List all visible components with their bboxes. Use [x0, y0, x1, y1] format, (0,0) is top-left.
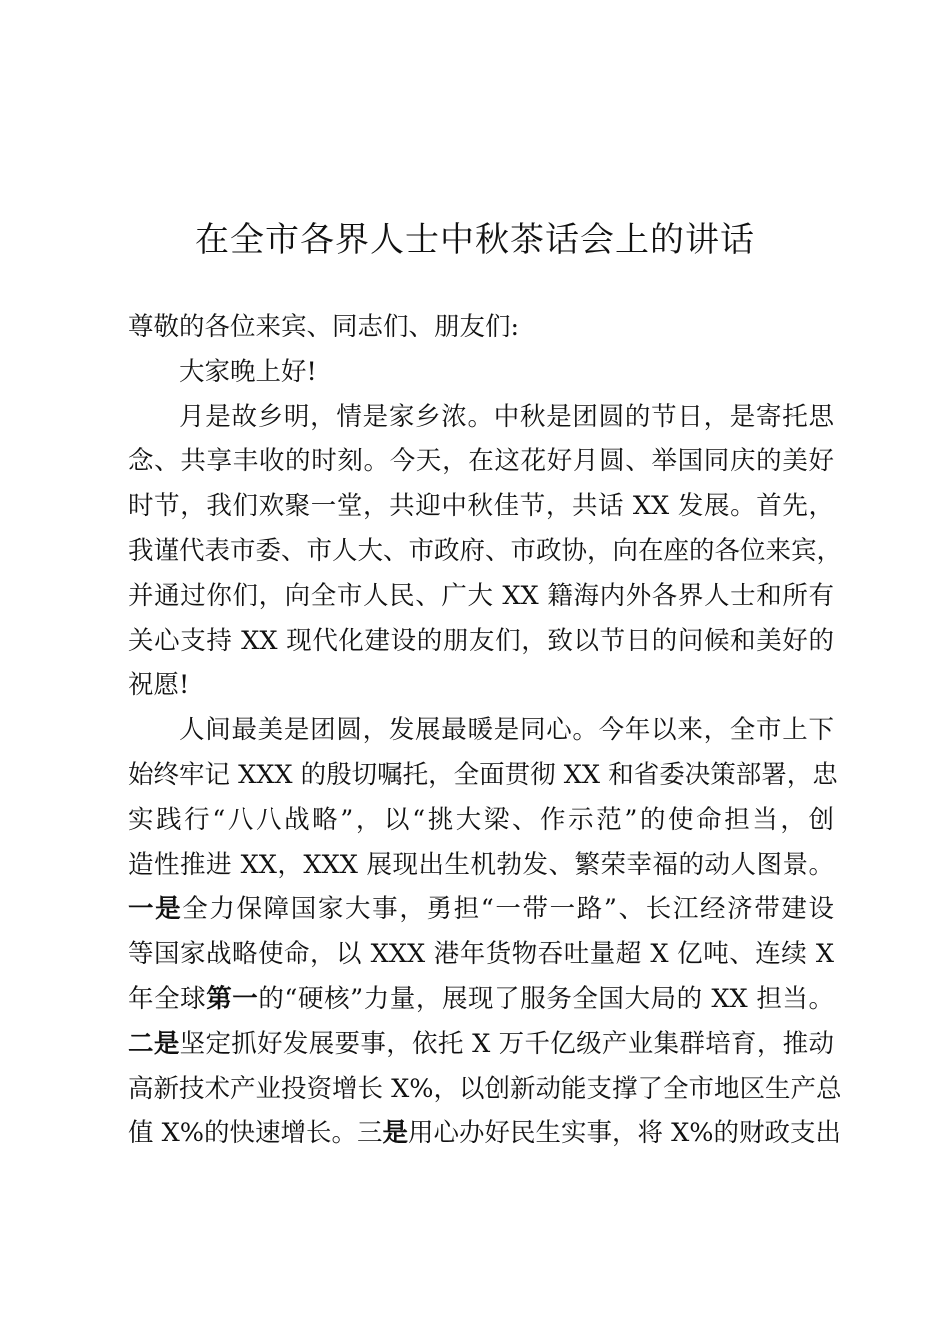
- bold-text: 一是: [128, 894, 183, 925]
- text-line: [128, 753, 838, 798]
- text-line: [128, 484, 834, 529]
- text-run: 人间最美是团圆，发展最暖是同心。今年以来，全市上下: [179, 715, 834, 746]
- text-line: [128, 574, 834, 619]
- text-run: 的“硬核”力量，展现了服务全国大局的 XX 担当。: [258, 983, 834, 1014]
- document-title: 在全市各界人士中秋茶话会上的讲话: [195, 220, 755, 260]
- bold-text: 二是: [128, 1028, 180, 1059]
- bold-text: 是: [382, 1118, 409, 1149]
- text-line: [128, 843, 834, 888]
- text-run: 年全球: [128, 983, 207, 1014]
- text-line: [128, 305, 834, 350]
- text-line: [128, 663, 834, 708]
- text-run: 等国家战略使命，以 XXX 港年货物吞吐量超 X 亿吨、连续 X: [128, 939, 834, 970]
- text-run: 造性推进 XX，XXX 展现出生机勃发、繁荣幸福的动人图景。: [128, 849, 834, 880]
- text-line: [128, 619, 834, 664]
- text-run: 全力保障国家大事，勇担“一带一路”、长江经济带建设: [182, 894, 834, 925]
- text-run: 祝愿!: [128, 670, 190, 701]
- text-run: 尊敬的各位来宾、同志们、朋友们:: [128, 312, 520, 342]
- text-line: [128, 1067, 842, 1112]
- text-line: [128, 1022, 834, 1067]
- text-line: [128, 708, 834, 753]
- text-line: [128, 439, 834, 484]
- text-run: 高新技术产业投资增长 X%，以创新动能支撑了全市地区生产总: [128, 1073, 842, 1104]
- text-run: 月是故乡明，情是家乡浓。中秋是团圆的节日，是寄托思: [179, 401, 834, 432]
- text-run: 时节，我们欢聚一堂，共迎中秋佳节，共话 XX 发展。首先，: [128, 491, 834, 522]
- bold-text: 第一: [206, 983, 259, 1014]
- text-line: [128, 350, 834, 395]
- text-line: [128, 977, 834, 1022]
- text-run: 用心办好民生实事，将 X%的财政支出: [408, 1118, 842, 1149]
- text-line: [128, 887, 834, 932]
- text-line: [128, 529, 843, 574]
- text-run: 始终牢记 XXX 的殷切嘱托，全面贯彻 XX 和省委决策部署，忠: [128, 759, 838, 790]
- text-line: [128, 395, 834, 440]
- text-line: [128, 932, 834, 977]
- text-run: 关心支持 XX 现代化建设的朋友们，致以节日的问候和美好的: [128, 625, 834, 656]
- text-run: 念、共享丰收的时刻。今天，在这花好月圆、举国同庆的美好: [128, 446, 834, 477]
- text-line: [128, 1111, 842, 1156]
- text-run: 并通过你们，向全市人民、广大 XX 籍海内外各界人士和所有: [128, 580, 834, 611]
- text-run: 大家晚上好!: [179, 356, 317, 387]
- text-run: 我谨代表市委、市人大、市政府、市政协，向在座的各位来宾，: [128, 535, 843, 566]
- text-run: 坚定抓好发展要事，依托 X 万千亿级产业集群培育，推动: [179, 1028, 834, 1059]
- text-run: 实践行“八八战略”，以“挑大梁、作示范”的使命担当，创: [128, 804, 834, 835]
- text-line: [128, 798, 834, 843]
- document-body: [128, 305, 843, 1156]
- text-run: 值 X%的快速增长。三: [128, 1118, 383, 1149]
